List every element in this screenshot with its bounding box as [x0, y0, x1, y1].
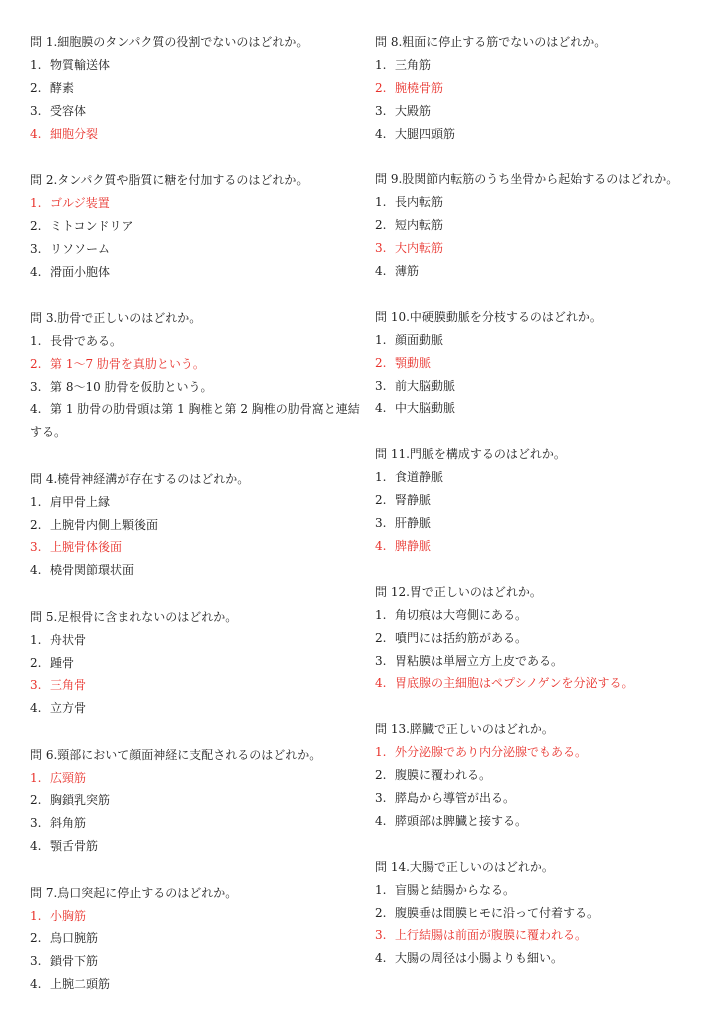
- option: [375, 489, 695, 512]
- option: [30, 789, 360, 812]
- option: [375, 397, 695, 420]
- option-number: 4.: [30, 126, 42, 141]
- option-number: 4.: [30, 264, 42, 279]
- option: [30, 514, 360, 537]
- question-text: 問 11.門脈を構成するのはどれか。: [375, 447, 566, 462]
- option-text: 上腕二頭筋: [50, 977, 111, 992]
- answer-option: [375, 535, 695, 558]
- option-number: 3.: [30, 241, 42, 256]
- option: [375, 627, 695, 650]
- option: [30, 261, 360, 284]
- option-text: 胸鎖乳突筋: [50, 793, 111, 808]
- question-text: 問 5.足根骨に含まれないのはどれか。: [30, 609, 238, 624]
- question-block: [30, 468, 360, 582]
- option-number: 3.: [375, 103, 387, 118]
- option: [375, 329, 695, 352]
- answer-option: [375, 741, 695, 764]
- question-block: [375, 31, 695, 145]
- option: [30, 100, 360, 123]
- answer-option: [30, 353, 360, 376]
- question-text: 問 8.粗面に停止する筋でないのはどれか。: [375, 35, 607, 49]
- option: [375, 879, 695, 902]
- option-number: 3.: [375, 928, 387, 943]
- answer-option: [375, 77, 695, 100]
- answer-option: [375, 924, 695, 947]
- option-text: 大腿四頭筋: [395, 126, 456, 141]
- option-text: 前大脳動脈: [395, 378, 456, 393]
- option: [375, 54, 695, 77]
- option-text: 広頸筋: [50, 770, 87, 785]
- option-text: 膵島から導管が出る。: [395, 790, 516, 805]
- option: [30, 812, 360, 835]
- option-number: 4.: [30, 839, 42, 854]
- option-number: 1.: [30, 632, 42, 647]
- option-number: 3.: [30, 540, 42, 555]
- option-text: 三角骨: [50, 678, 87, 693]
- option-number: 1.: [30, 195, 42, 210]
- option-number: 3.: [375, 378, 387, 393]
- option-text: 大殿筋: [395, 103, 432, 118]
- option-number: 1.: [30, 333, 42, 348]
- option-number: 3.: [30, 379, 42, 394]
- option-number: 2.: [375, 905, 387, 920]
- question-text: 問 7.烏口突起に停止するのはどれか。: [30, 885, 238, 900]
- question-block: [30, 882, 360, 996]
- option-text: 第 1 肋骨の肋骨頭は第 1 胸椎と第 2 胸椎の肋骨窩と連結する。: [30, 402, 360, 440]
- option-number: 1.: [375, 607, 387, 622]
- question-block: [30, 31, 360, 145]
- option: [375, 787, 695, 810]
- option-text: 烏口腕筋: [50, 931, 99, 946]
- question-text: 問 2.タンパク質や脂質に糖を付加するのはどれか。: [30, 172, 309, 187]
- question-block: [375, 581, 695, 695]
- answer-option: [30, 192, 360, 215]
- option-text: 盲腸と結腸からなる。: [395, 882, 516, 897]
- option-text: 斜角筋: [50, 816, 87, 831]
- question-block: [375, 718, 695, 832]
- option-text: 食道静脈: [395, 470, 444, 485]
- question-text: 問 14.大腸で正しいのはどれか。: [375, 859, 554, 874]
- option-text: 中大脳動脈: [395, 401, 456, 416]
- option-text: 肝静脈: [395, 516, 432, 531]
- option: [30, 835, 360, 858]
- option-text: 酵素: [50, 80, 75, 95]
- option-text: 小胸筋: [50, 908, 87, 923]
- option-number: 3.: [375, 653, 387, 668]
- option-number: 2.: [30, 356, 42, 371]
- option-text: 肩甲骨上縁: [50, 494, 111, 509]
- option-number: 4.: [30, 701, 42, 716]
- option-number: 2.: [30, 80, 42, 95]
- option-text: 膵頭部は脾臓と接する。: [395, 813, 528, 828]
- option: [375, 604, 695, 627]
- option-number: 2.: [375, 768, 387, 783]
- question-block: [30, 307, 360, 444]
- option-text: 上行結腸は前面が腹膜に覆われる。: [395, 928, 588, 943]
- option-text: 三角筋: [395, 57, 432, 72]
- option-number: 1.: [375, 332, 387, 347]
- option-text: 舟状骨: [50, 632, 87, 647]
- question-block: [30, 169, 360, 283]
- question-block: [375, 306, 695, 420]
- option-number: 2.: [30, 793, 42, 808]
- option-number: 1.: [375, 882, 387, 897]
- option-text: 滑面小胞体: [50, 264, 111, 279]
- option-number: 1.: [375, 470, 387, 485]
- answer-option: [30, 123, 360, 146]
- option: [30, 697, 360, 720]
- option-number: 2.: [375, 355, 387, 370]
- option-text: 短内転筋: [395, 218, 444, 233]
- option: [375, 466, 695, 489]
- option-number: 2.: [375, 218, 387, 233]
- question-text: 問 1.細胞膜のタンパク質の役割でないのはどれか。: [30, 35, 309, 49]
- option: [375, 191, 695, 214]
- option-text: 顎動脈: [395, 355, 432, 370]
- option-text: 腹膜垂は間膜ヒモに沿って付着する。: [395, 905, 600, 920]
- option-text: 噴門には括約筋がある。: [395, 630, 528, 645]
- option-number: 1.: [375, 195, 387, 210]
- answer-option: [375, 352, 695, 375]
- answer-option: [30, 767, 360, 790]
- option: [375, 214, 695, 237]
- question-block: [375, 168, 695, 282]
- option-number: 1.: [30, 770, 42, 785]
- question-text: 問 3.肋骨で正しいのはどれか。: [30, 310, 202, 325]
- option: [375, 375, 695, 398]
- option: [375, 764, 695, 787]
- option: [30, 238, 360, 261]
- option-number: 3.: [30, 678, 42, 693]
- option-number: 2.: [375, 630, 387, 645]
- option-number: 4.: [375, 538, 387, 553]
- option-text: 第 1～7 肋骨を真肋という。: [50, 356, 205, 371]
- option: [375, 512, 695, 535]
- option-text: 脾静脈: [395, 538, 432, 553]
- option-number: 4.: [375, 126, 387, 141]
- option-number: 4.: [30, 977, 42, 992]
- question-block: [375, 856, 695, 970]
- option-text: 大内転筋: [395, 241, 444, 256]
- option-text: リソソーム: [50, 241, 111, 256]
- option-number: 4.: [375, 264, 387, 279]
- option: [375, 902, 695, 925]
- option: [375, 650, 695, 673]
- answer-option: [375, 237, 695, 260]
- answer-option: [375, 672, 695, 695]
- option-text: 上腕骨内側上顆後面: [50, 517, 159, 532]
- option: [30, 54, 360, 77]
- option-number: 1.: [375, 57, 387, 72]
- option-text: 受容体: [50, 103, 87, 118]
- option: [30, 77, 360, 100]
- option: [30, 376, 360, 399]
- question-block: [30, 744, 360, 858]
- option-number: 2.: [30, 655, 42, 670]
- question-block: [30, 606, 360, 720]
- option-number: 3.: [30, 103, 42, 118]
- option-text: 立方骨: [50, 701, 87, 716]
- option-number: 4.: [30, 563, 42, 578]
- option: [30, 215, 360, 238]
- option-number: 2.: [375, 80, 387, 95]
- option-number: 2.: [30, 218, 42, 233]
- option-number: 3.: [375, 516, 387, 531]
- option: [30, 973, 360, 996]
- option-number: 4.: [30, 402, 42, 417]
- option-number: 4.: [375, 951, 387, 966]
- option-number: 3.: [375, 790, 387, 805]
- option-number: 1.: [30, 908, 42, 923]
- option-text: 鎖骨下筋: [50, 954, 99, 969]
- option-text: 第 8～10 肋骨を仮肋という。: [50, 379, 213, 394]
- option: [30, 629, 360, 652]
- question-text: 問 13.膵臓で正しいのはどれか。: [375, 722, 554, 737]
- option-number: 4.: [375, 813, 387, 828]
- option-text: 腕橈骨筋: [395, 80, 444, 95]
- option: [30, 398, 360, 444]
- option-number: 2.: [30, 931, 42, 946]
- option: [30, 652, 360, 675]
- option: [375, 123, 695, 146]
- option-text: 顎舌骨筋: [50, 839, 99, 854]
- option-number: 2.: [30, 517, 42, 532]
- option-number: 2.: [375, 493, 387, 508]
- right-column: [375, 31, 695, 993]
- option: [30, 559, 360, 582]
- option-text: ミトコンドリア: [50, 218, 134, 233]
- option-number: 4.: [375, 401, 387, 416]
- option-number: 1.: [30, 494, 42, 509]
- option-text: 長骨である。: [50, 333, 123, 348]
- answer-option: [30, 674, 360, 697]
- option: [375, 100, 695, 123]
- option: [375, 947, 695, 970]
- option-number: 3.: [30, 816, 42, 831]
- question-text: 問 12.胃で正しいのはどれか。: [375, 584, 542, 599]
- option: [30, 491, 360, 514]
- answer-option: [30, 536, 360, 559]
- left-column: [30, 31, 360, 1020]
- option-text: 橈骨関節環状面: [50, 563, 135, 578]
- option-text: 腹膜に覆われる。: [395, 768, 492, 783]
- option-text: 上腕骨体後面: [50, 540, 123, 555]
- question-block: [375, 443, 695, 557]
- option: [30, 950, 360, 973]
- option-text: 外分泌腺であり内分泌腺でもある。: [395, 745, 588, 760]
- option-text: 薄筋: [395, 264, 420, 279]
- question-text: 問 9.股関節内転筋のうち坐骨から起始するのはどれか。: [375, 172, 679, 187]
- option-number: 3.: [30, 954, 42, 969]
- option-text: 長内転筋: [395, 195, 444, 210]
- option-number: 1.: [30, 57, 42, 72]
- option: [30, 927, 360, 950]
- option-text: 踵骨: [50, 655, 75, 670]
- option: [375, 260, 695, 283]
- option-text: 胃粘膜は単層立方上皮である。: [395, 653, 564, 668]
- option-text: 物質輸送体: [50, 57, 111, 72]
- option-number: 3.: [375, 241, 387, 256]
- option-text: 角切痕は大弯側にある。: [395, 607, 528, 622]
- option-text: 顔面動脈: [395, 332, 444, 347]
- option-text: ゴルジ装置: [50, 195, 110, 210]
- question-text: 問 10.中硬膜動脈を分枝するのはどれか。: [375, 309, 602, 324]
- option-text: 腎静脈: [395, 493, 432, 508]
- option: [30, 330, 360, 353]
- option-number: 4.: [375, 676, 387, 691]
- option-text: 細胞分裂: [50, 126, 99, 141]
- answer-option: [30, 905, 360, 928]
- option: [375, 810, 695, 833]
- option-number: 1.: [375, 745, 387, 760]
- question-text: 問 6.頸部において顔面神経に支配されるのはどれか。: [30, 747, 322, 762]
- question-text: 問 4.橈骨神経溝が存在するのはどれか。: [30, 471, 250, 486]
- option-text: 胃底腺の主細胞はペプシノゲンを分泌する。: [395, 676, 634, 691]
- option-text: 大腸の周径は小腸よりも細い。: [395, 951, 564, 966]
